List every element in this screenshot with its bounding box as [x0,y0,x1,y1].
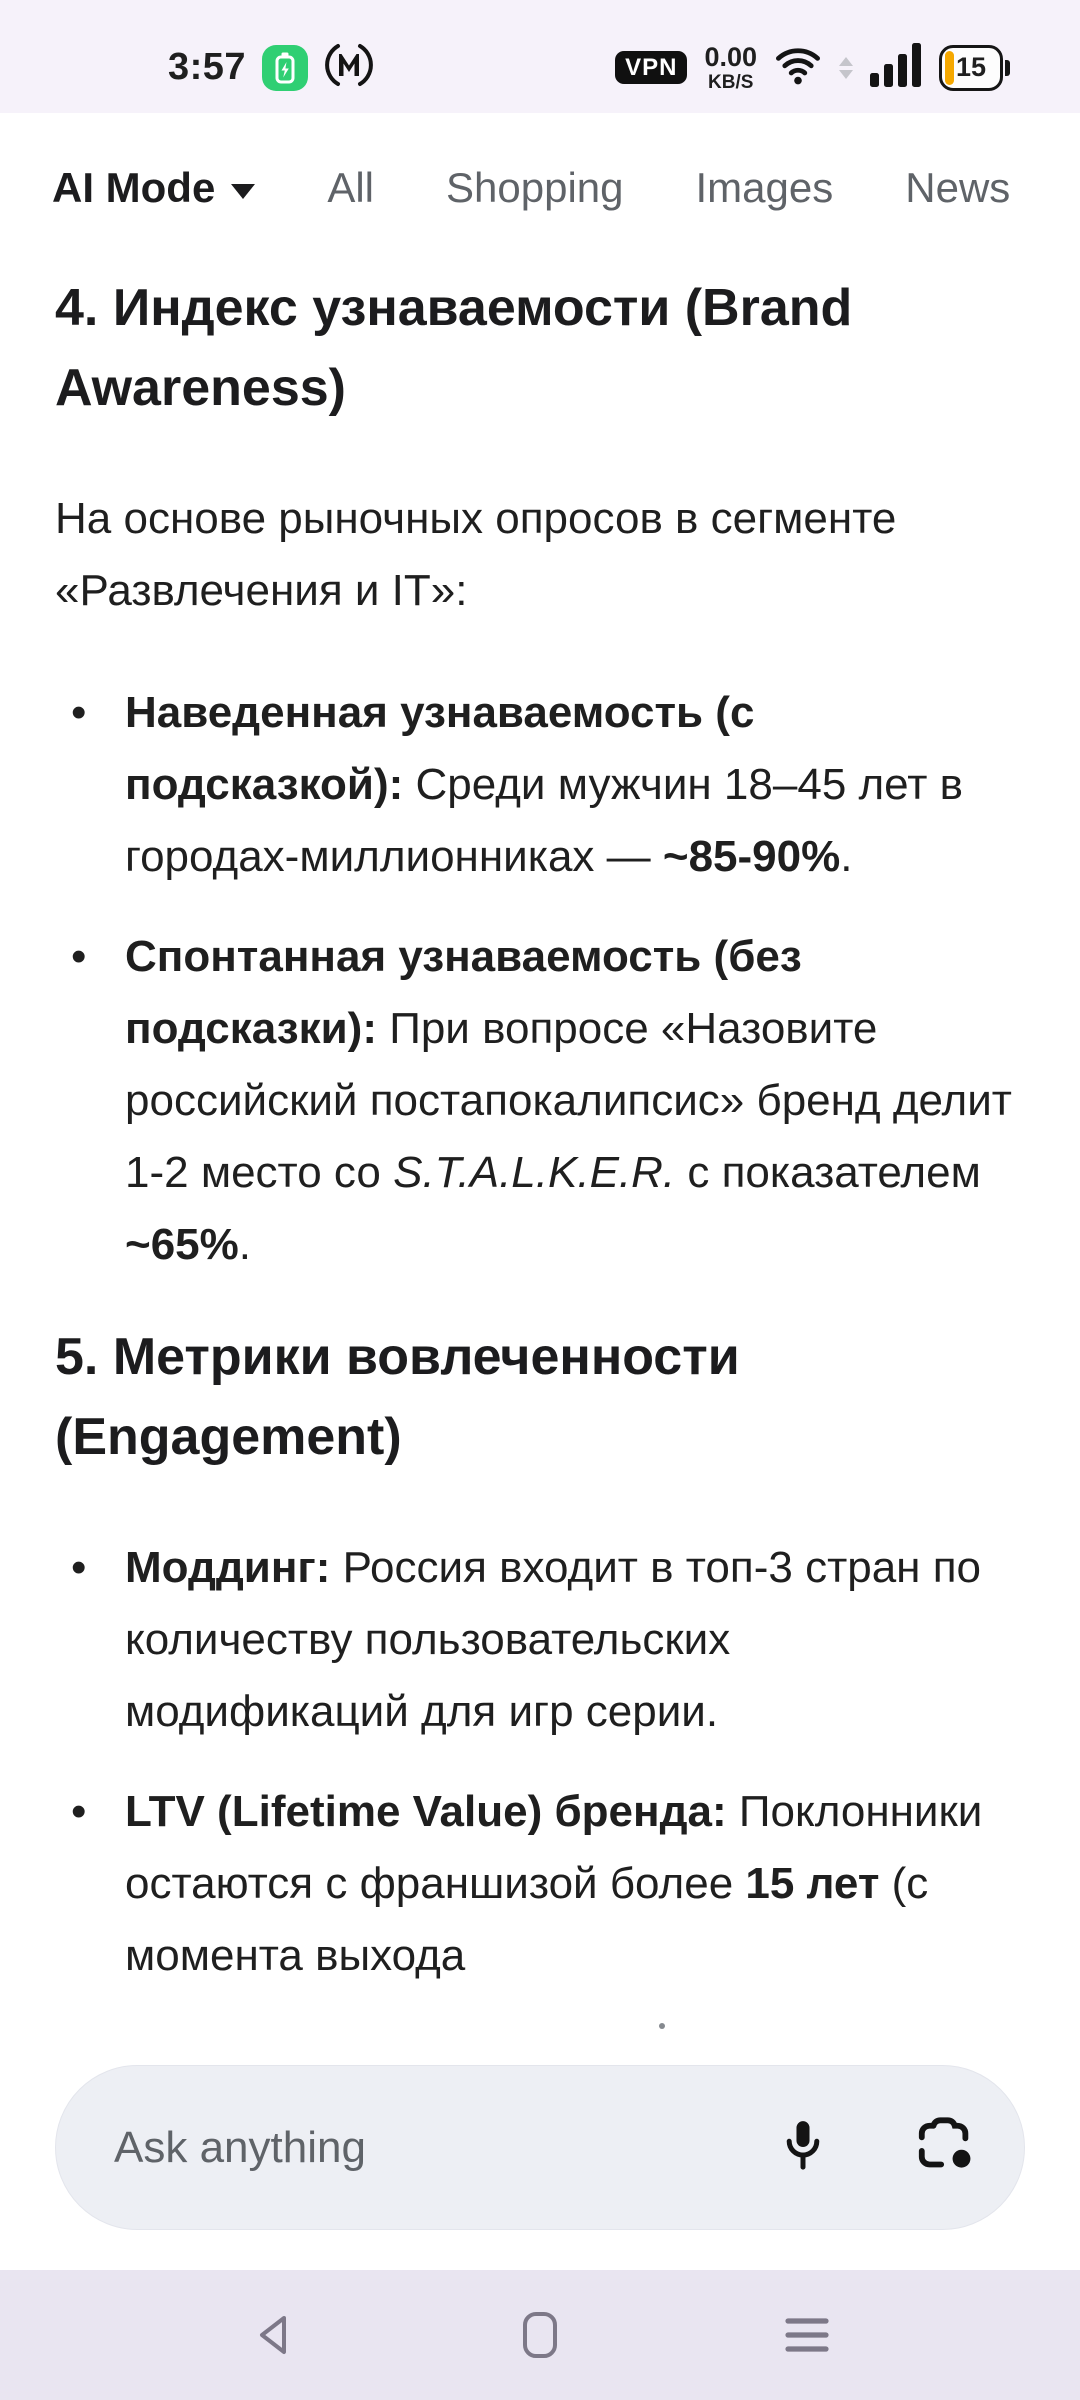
battery-charging-icon [262,45,308,91]
status-bar [0,0,1080,113]
battery-percent: 15 [955,52,987,82]
tab-all[interactable]: All [327,164,375,211]
battery-fill [945,51,954,85]
bullet-marker: • [71,1543,87,1592]
tab-ai-mode[interactable]: AI Mode [52,164,255,212]
section-heading: 5. Метрики вовлеченности (Engagement) [55,1328,740,1466]
tab-images[interactable]: Images [695,164,834,211]
vpn-badge: VPN [615,51,687,84]
network-speed: 0.00 KB/S [704,41,757,93]
bullet-item [55,677,1025,893]
status-bar-right [615,42,1010,93]
bullet-text: Моддинг: Россия входит в топ-3 стран по количеству пользовательских модификаций для игр серии. [125,1543,981,1736]
wifi-icon [774,44,822,91]
bullet-marker: • [71,1787,87,1836]
nav-back-button[interactable] [247,2309,299,2361]
clock: 3:57 [168,46,247,88]
bullet-text: LTV (Lifetime Value) бренда: Поклонники остаются с франшизой более 15 лет (с момента выхода [125,1787,983,1980]
search-placeholder: Ask anything [114,2122,366,2172]
search-bar-area [55,2065,1025,2230]
nav-home-button[interactable] [514,2309,566,2361]
bullet-text: Наведенная узнаваемость (с подсказкой): Среди мужчин 18–45 лет в городах-миллионниках — ~85-90%. [125,688,963,881]
section-heading: 4. Индекс узнаваемости (Brand Awareness) [55,279,853,417]
tab-shopping[interactable]: Shopping [446,164,624,211]
bullet-item [55,1532,1025,1748]
status-bar-left [168,42,374,93]
system-nav-bar [0,2270,1080,2400]
ai-answer-content [0,253,1080,2031]
metro-m-icon [324,42,374,93]
chevron-down-icon [231,184,255,199]
bullet-text: Спонтанная узнаваемость (без подсказки): При вопросе «Назовите российский постапокалипсис» бренд делит 1-2 место со S.T.A.L.K.E.R. с показателем ~65%. [125,932,1012,1269]
mic-icon[interactable] [780,2117,826,2179]
paragraph: На основе рыночных опросов в сегменте «Развлечения и IT»: [55,494,897,615]
nav-recents-button[interactable] [781,2309,833,2361]
tab-news[interactable]: News [905,164,1011,211]
bullet-marker: • [71,688,87,737]
battery-level-icon [939,45,1010,91]
bullet-marker: • [71,932,87,981]
traffic-arrows-icon [839,57,853,79]
bullet-item [55,1776,1025,1992]
lens-icon[interactable] [914,2117,978,2179]
search-input[interactable] [55,2065,1025,2230]
content-fade-dot [659,2023,665,2029]
bullet-item [55,921,1025,1281]
search-tab-bar [0,113,1080,253]
signal-bars-icon [870,42,922,93]
